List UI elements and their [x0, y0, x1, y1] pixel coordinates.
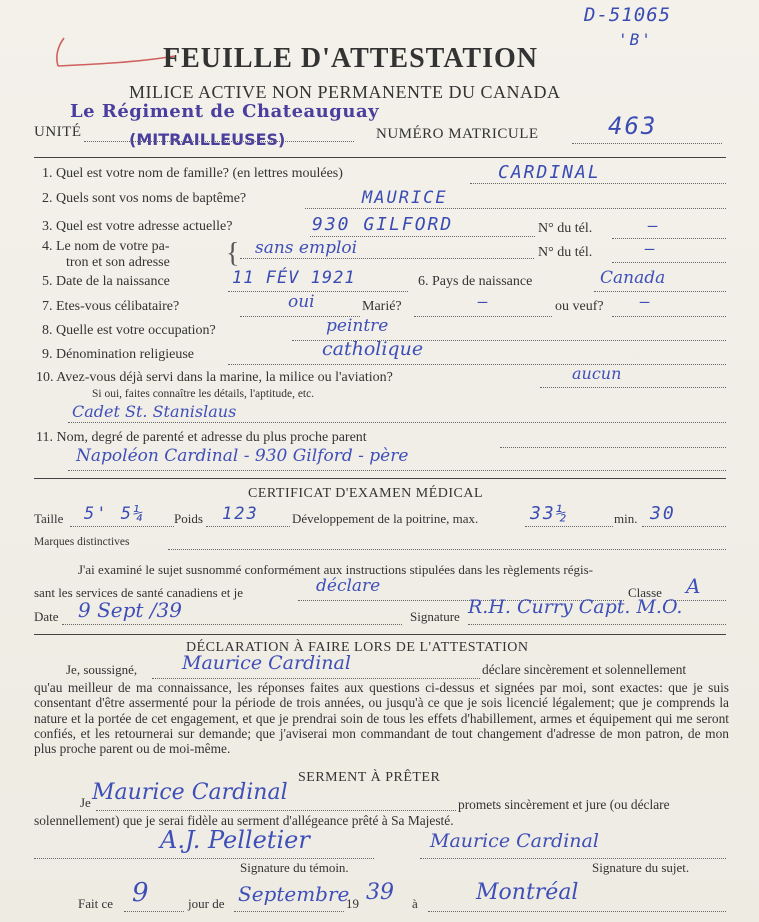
poids-label: Poids: [174, 511, 203, 526]
taille-value: 5' 5¼: [84, 504, 146, 524]
q5-value: 11 FÉV 1921: [232, 268, 356, 288]
q2-label: 2. Quels sont vos noms de baptême?: [42, 191, 247, 206]
year-label: 19: [346, 896, 359, 911]
oath-heading: SERMENT À PRÊTER: [298, 770, 441, 785]
q7-veuf-value: —: [640, 292, 652, 311]
subject-label: Signature du sujet.: [592, 860, 690, 875]
poitrine-min: 30: [650, 503, 676, 524]
declaration-body: qu'au meilleur de ma connaissance, les réponses faites aux questions ci-dessus et signées par moi, sont exactes: que je suis consentant d'être assermenté pour la période de trois années, ou jusqu'à ce que je sois licencié légalement; que je comprends la nature et la portée de cet engagement, et que je prendrai soin de tous les effets d'habillement, armes et équipement qui me seront confiés, et les retournerai sur demande; que j'aviserai mon commandant de tout changement d'adresse de mon patron, de mon plus proche parent ou de moi-même.: [34, 680, 729, 757]
q7-value: oui: [288, 292, 315, 312]
poids-value: 123: [222, 504, 259, 524]
page-title: FEUILLE D'ATTESTATION: [163, 43, 538, 74]
q3-value: 930 GILFORD: [312, 214, 454, 235]
regiment-stamp-sub: (MITRAILLEUSES): [129, 130, 286, 149]
a-label: à: [412, 896, 418, 911]
fait-month: Septembre: [238, 882, 350, 906]
exam-text-1: J'ai examiné le sujet susnommé conformément aux instructions stipulées dans les règlements régis-: [78, 562, 593, 577]
medical-signature: R.H. Curry Capt. M.O.: [468, 596, 683, 618]
q11-value: Napoléon Cardinal - 930 Gilford - père: [76, 446, 409, 466]
signature-label: Signature: [410, 609, 460, 624]
q3-label: 3. Quel est votre adresse actuelle?: [42, 219, 233, 234]
q3-tel-label: N° du tél.: [538, 221, 593, 236]
q8-label: 8. Quelle est votre occupation?: [42, 323, 216, 338]
q5-label: 5. Date de la naissance: [42, 274, 170, 289]
regiment-stamp: Le Régiment de Chateauguay: [70, 101, 380, 122]
fait-year: 39: [366, 880, 394, 905]
q11-label: 11. Nom, degré de parenté et adresse du plus proche parent: [36, 430, 367, 445]
declaration-declare-label: déclare sincèrement et solennellement: [482, 662, 687, 677]
declaration-je-label: Je, soussigné,: [66, 662, 138, 677]
poitrine-min-label: min.: [614, 511, 638, 526]
q10-detail: Cadet St. Stanislaus: [72, 402, 237, 421]
oath-text-2: solennellement) que je serai fidèle au serment d'allégeance prêté à Sa Majesté.: [34, 813, 454, 828]
witness-signature: A.J. Pelletier: [160, 826, 310, 854]
header-rule: [34, 157, 726, 158]
q10-value: aucun: [572, 364, 622, 383]
q9-label: 9. Dénomination religieuse: [42, 347, 195, 362]
declaration-rule: [34, 634, 726, 635]
poitrine-max: 33½: [530, 503, 569, 524]
declaration-name: Maurice Cardinal: [182, 652, 351, 674]
exam-value: déclare: [316, 576, 381, 596]
q10-note: Si oui, faites connaître les détails, l'aptitude, etc.: [92, 388, 315, 400]
q7-label: 7. Etes-vous célibataire?: [42, 299, 180, 314]
taille-label: Taille: [34, 511, 64, 526]
subject-signature: Maurice Cardinal: [430, 830, 599, 852]
q1-value: CARDINAL: [498, 162, 601, 183]
fait-label: Fait ce: [78, 896, 114, 911]
reference-number: D-51065: [584, 4, 672, 26]
medical-rule: [34, 478, 726, 479]
oath-je-label: Je: [80, 795, 91, 810]
unit-label: UNITÉ: [34, 124, 82, 140]
q4-label-a: 4. Le nom de votre pa-: [42, 239, 170, 254]
fait-place: Montréal: [476, 880, 579, 905]
q4-label-b: tron et son adresse: [66, 255, 170, 270]
q1-label: 1. Quel est votre nom de famille? (en lettres moulées): [42, 166, 343, 181]
poitrine-label: Développement de la poitrine, max.: [292, 511, 479, 526]
q4-value: sans emploi: [255, 238, 358, 258]
q2-value: MAURICE: [362, 188, 448, 208]
jour-label: jour de: [188, 896, 225, 911]
reference-letter: 'B': [618, 30, 653, 49]
medical-heading: CERTIFICAT D'EXAMEN MÉDICAL: [248, 486, 484, 501]
classe-value: A: [686, 574, 701, 598]
red-pencil-mark: [50, 26, 180, 76]
q7-marie-value: —: [478, 292, 490, 311]
oath-text-1: promets sincèrement et jure (ou déclare: [458, 797, 670, 812]
q6-value: Canada: [600, 268, 666, 288]
oath-name: Maurice Cardinal: [92, 780, 288, 805]
page-subtitle: MILICE ACTIVE NON PERMANENTE DU CANADA: [129, 82, 561, 102]
date-value: 9 Sept /39: [78, 598, 183, 622]
q7-marie-label: Marié?: [362, 299, 402, 314]
q4-tel-value: —: [645, 239, 657, 258]
matricule-value: 463: [608, 112, 658, 140]
q4-brace: {: [226, 238, 240, 269]
q3-tel-value: —: [648, 216, 660, 235]
fait-day: 9: [132, 878, 149, 908]
classe-label: Classe: [628, 585, 662, 600]
exam-text-2: sant les services de santé canadiens et je: [34, 585, 243, 600]
marques-label: Marques distinctives: [34, 536, 130, 548]
declaration-heading: DÉCLARATION À FAIRE LORS DE L'ATTESTATION: [186, 640, 529, 655]
q10-label: 10. Avez-vous déjà servi dans la marine, la milice ou l'aviation?: [36, 370, 393, 385]
matricule-label: NUMÉRO MATRICULE: [376, 126, 539, 142]
q7-veuf-label: ou veuf?: [555, 299, 604, 314]
q4-tel-label: N° du tél.: [538, 245, 593, 260]
witness-label: Signature du témoin.: [240, 860, 349, 875]
q6-label: 6. Pays de naissance: [418, 274, 533, 289]
q8-value: peintre: [326, 316, 389, 336]
q9-value: catholique: [322, 338, 424, 360]
date-label: Date: [34, 609, 59, 624]
